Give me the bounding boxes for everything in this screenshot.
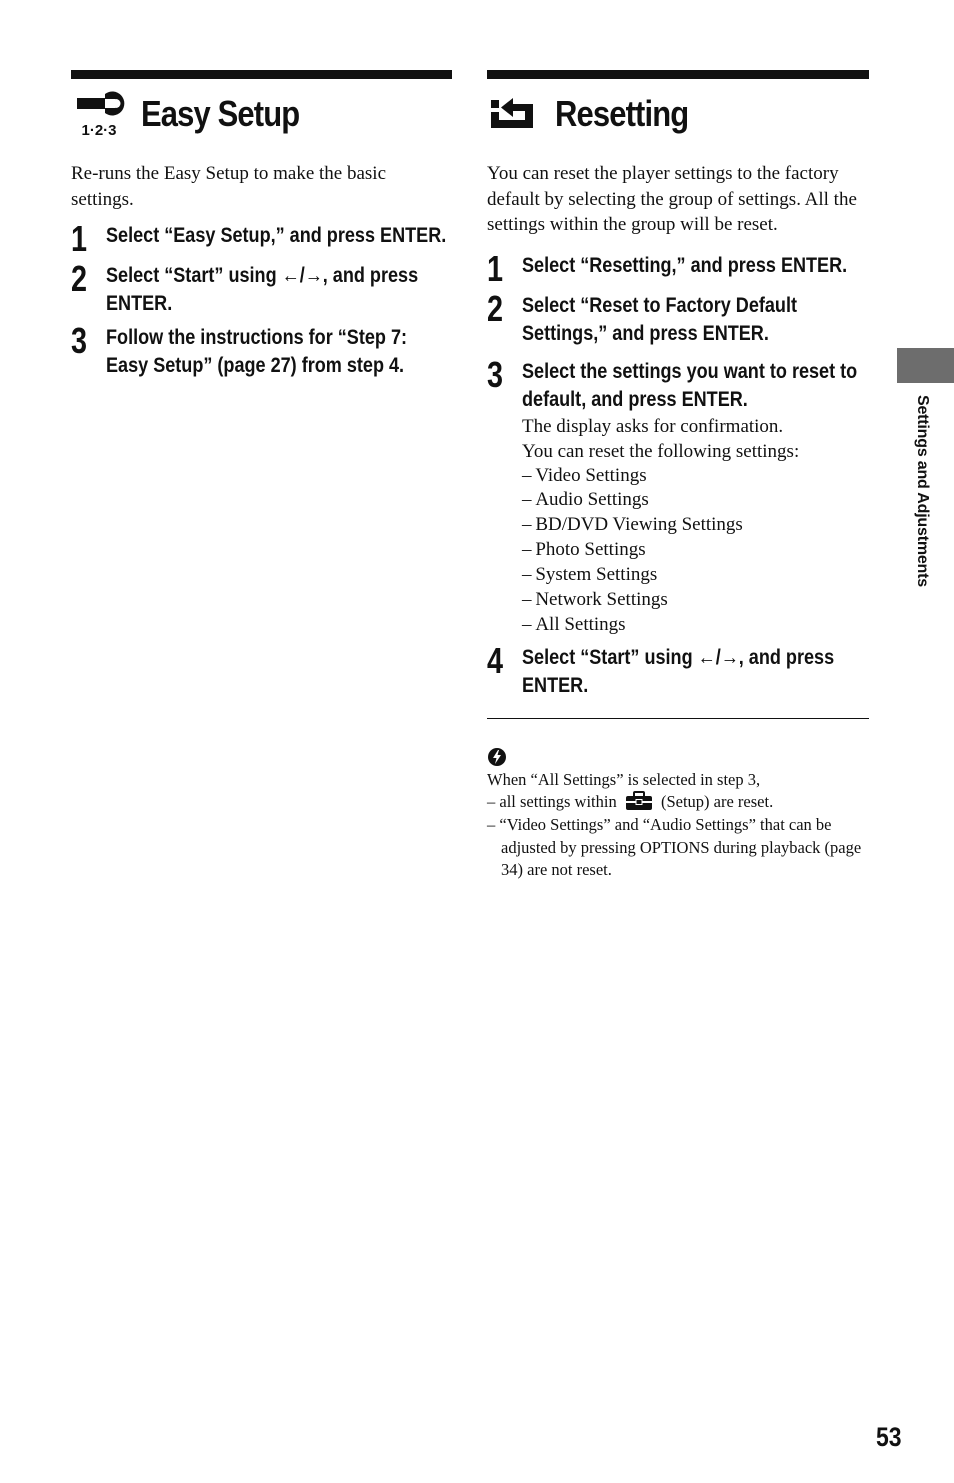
page-number: 53 [876,1422,902,1452]
step [71,320,452,380]
resetting-title: Resetting [555,93,689,134]
step-text-part: Select “Start” using [522,645,698,669]
step-number: 2 [487,287,504,329]
step-text: Follow the instructions for “Step 7: Easy Setup” (page 27) from step 4. [106,326,408,377]
step [487,287,869,348]
step-text: Select “Easy Setup,” and press ENTER. [106,224,447,247]
hint-divider [487,718,869,719]
hint-item [487,791,869,814]
easy-setup-intro: Re-runs the Easy Setup to make the basic settings. [71,163,387,210]
step [487,639,869,700]
step-number: 1 [71,218,88,259]
settings-list [522,464,869,638]
step-number: 1 [487,247,504,289]
step [487,353,869,638]
hint-text: (Setup) are reset. [660,792,774,812]
list-item: – Audio Settings [522,488,869,513]
step [487,247,869,289]
step-text [522,644,868,700]
hint-block [487,769,869,882]
side-tab-marker [897,348,954,383]
step-text: Select “Resetting,” and press ENTER. [522,253,848,277]
hint-intro: When “All Settings” is selected in step 3, [487,769,761,789]
wrench-icon-label: 1·2·3 [81,122,117,138]
toolbox-setup-icon [625,791,653,811]
easy-setup-heading [71,85,452,143]
wrench-icon [71,90,127,138]
step-number: 3 [487,353,504,395]
easy-setup-title: Easy Setup [141,93,300,134]
step [71,218,452,259]
list-item: – Network Settings [522,588,869,613]
step-text [106,262,451,318]
step-text-part: , and press ENTER. [106,264,419,315]
hint-icon [487,747,507,767]
left-right-arrow-icon: ←/→ [281,264,323,287]
hint-item: – “Video Settings” and “Audio Settings” that can be adjusted by pressing OPTIONS during playback (page 34) are not reset. [487,815,862,880]
section-rule [487,70,869,79]
resetting-section [487,70,869,882]
resetting-intro: You can reset the player settings to the factory default by selecting the group of settings. All the settings within the group will be reset. [487,163,857,235]
reset-icon [487,94,541,134]
left-right-arrow-icon: ←/→ [697,645,739,669]
step [71,258,452,318]
list-item: – All Settings [522,613,869,638]
list-item: – Video Settings [522,464,869,489]
list-item: – Photo Settings [522,538,869,563]
resetting-steps [487,247,869,700]
hint-text: – all settings within [487,792,617,812]
side-tab-label [911,395,931,605]
list-item: – System Settings [522,563,869,588]
step-number: 4 [487,639,504,681]
side-tab-text: Settings and Adjustments [914,395,931,587]
section-rule [71,70,452,79]
step-text: Select the settings you want to reset to default, and press ENTER. [522,359,858,411]
resetting-heading [487,85,869,143]
step-note: You can reset the following settings: [522,440,800,462]
step-text: Select “Reset to Factory Default Settings,” and press ENTER. [522,293,797,345]
step-text-part: Select “Start” using [106,264,282,287]
easy-setup-steps [71,218,452,380]
step-number: 2 [71,258,88,299]
step-text-part: , and press ENTER. [522,645,835,697]
easy-setup-section [71,70,452,386]
step-note: The display asks for confirmation. [522,415,784,437]
step-number: 3 [71,320,88,361]
list-item: – BD/DVD Viewing Settings [522,513,869,538]
